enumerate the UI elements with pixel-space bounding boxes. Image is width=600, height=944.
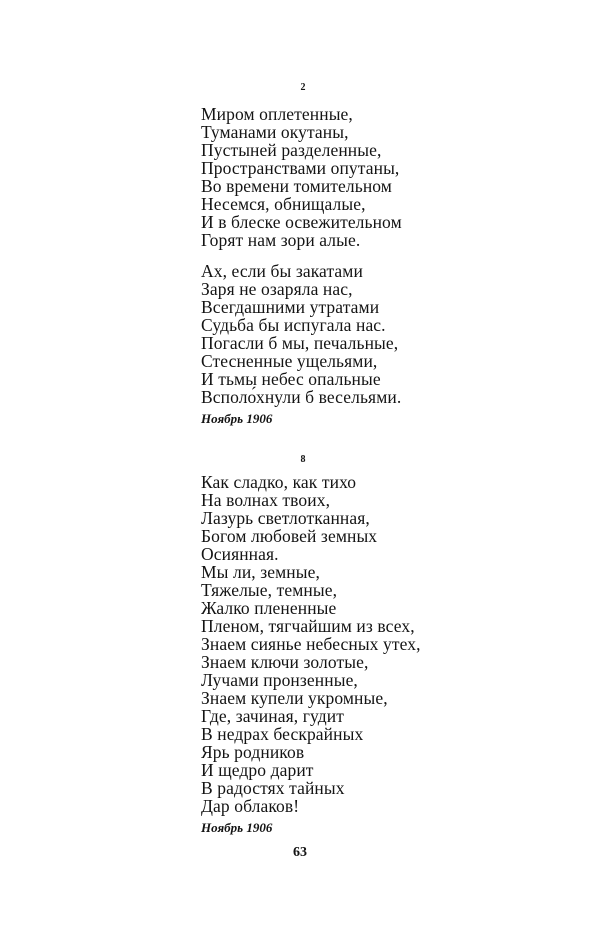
poem-line: Всегдашними утратами	[201, 297, 380, 317]
poem-line: В радостях тайных	[201, 778, 345, 798]
poem-line: Лазурь светлотканная,	[201, 508, 370, 528]
poem-number: 2	[300, 82, 306, 93]
poem-line: Жалко плененные	[201, 598, 337, 618]
poem-line: Богом любовей земных	[201, 526, 378, 546]
poem-line: Несемся, обнищалые,	[201, 194, 366, 214]
poem-line: Где, зачиная, гудит	[201, 706, 344, 726]
poem-line: Пленом, тягчайшим из всех,	[201, 616, 415, 636]
poem-line: И щедро дарит	[201, 760, 314, 780]
poem-date: Ноябрь 1906	[201, 411, 273, 426]
poem-line: Лучами пронзенные,	[201, 670, 358, 690]
poem-line: Погасли б мы, печальные,	[201, 333, 399, 353]
poem-date: Ноябрь 1906	[201, 820, 273, 835]
poem-line: Ах, если бы закатами	[201, 261, 363, 281]
stanza-3	[201, 473, 421, 815]
poem-line: Пространствами опутаны,	[201, 158, 400, 178]
poem-line: В недрах бескрайных	[201, 724, 364, 744]
poem-line: Миром оплетенные,	[201, 104, 353, 124]
poem-line: Ярь родников	[201, 742, 305, 762]
poem-line: Знаем купели укромные,	[201, 688, 388, 708]
poem-line: Заря не озаряла нас,	[201, 279, 353, 299]
poem-line: Стесненные ущельями,	[201, 351, 378, 371]
poem-line: И тьмы небес опальные	[201, 369, 381, 389]
page-number: 63	[293, 845, 307, 860]
poem-line: И в блеске освежительном	[201, 212, 402, 232]
poem-line: Знаем сиянье небесных утех,	[201, 634, 421, 654]
poem-line: Осиянная.	[201, 544, 279, 564]
poem-number: 8	[300, 454, 306, 465]
poem-line: Пустыней разделенные,	[201, 140, 382, 160]
poem-line: Тяжелые, темные,	[201, 580, 338, 600]
stanza-2	[201, 262, 401, 406]
poem-line: Во времени томительном	[201, 176, 392, 196]
poem-line: Туманами окутаны,	[201, 122, 349, 142]
poem-line: Мы ли, земные,	[201, 562, 320, 582]
stanza-1	[201, 105, 402, 249]
poem-line: Всполо́хнули б весельями.	[201, 387, 402, 407]
poem-line: Дар облаков!	[201, 796, 300, 816]
poem-line: Судьба бы испугала нас.	[201, 315, 386, 335]
poem-line: На волнах твоих,	[201, 490, 331, 510]
poem-line: Знаем ключи золотые,	[201, 652, 369, 672]
poem-line: Как сладко, как тихо	[201, 472, 357, 492]
poem-line: Горят нам зори алые.	[201, 230, 361, 250]
